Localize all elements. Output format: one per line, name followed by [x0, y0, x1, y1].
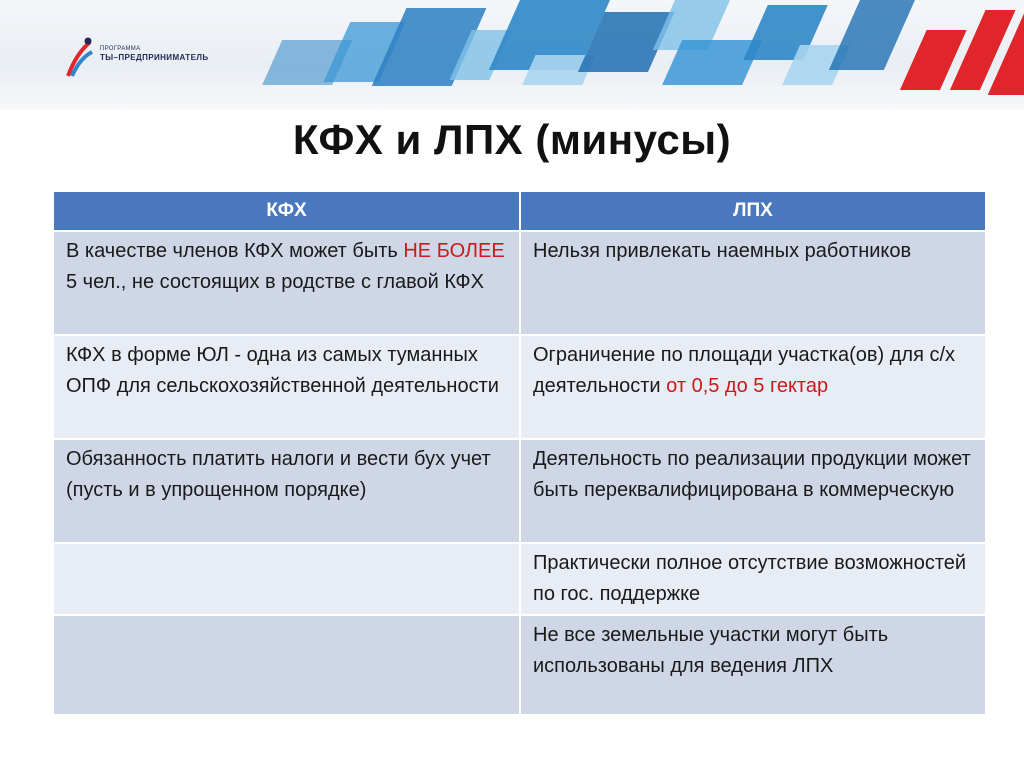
cell-text: Нельзя привлекать наемных работников — [533, 240, 912, 262]
table-row — [54, 543, 986, 615]
comparison-table — [54, 192, 987, 716]
table-cell-lph — [520, 335, 986, 439]
cell-text: Ограничение по площади участка(ов) для с/х деятельности — [533, 344, 956, 397]
table-cell-kfh — [54, 439, 520, 543]
table-row — [54, 335, 986, 439]
table-cell-kfh — [54, 543, 520, 615]
table-cell-lph — [520, 231, 986, 335]
cell-text: Обязанность платить налоги и вести бух учет (пусть и в упрощенном порядке) — [66, 448, 491, 501]
cell-text: Не все земельные участки могут быть использованы для ведения ЛПХ — [533, 624, 889, 677]
table-row — [54, 231, 986, 335]
table-row — [54, 615, 986, 715]
table-cell-kfh — [54, 615, 520, 715]
table-cell-lph — [520, 615, 986, 715]
table-cell-lph — [520, 439, 986, 543]
cell-text: 5 чел., не состоящих в родстве с главой КФХ — [66, 271, 484, 293]
cell-text: В качестве членов КФХ может быть — [66, 240, 404, 262]
column-header-lph: ЛПХ — [520, 192, 986, 231]
cell-text: Практически полное отсутствие возможностей по гос. поддержке — [533, 552, 967, 605]
table-cell-kfh — [54, 335, 520, 439]
table-cell-lph — [520, 543, 986, 615]
cell-highlight: НЕ БОЛЕЕ — [403, 240, 505, 262]
program-logo — [62, 36, 242, 80]
table-cell-kfh — [54, 231, 520, 335]
logo-figure-icon — [62, 36, 96, 80]
table-row — [54, 439, 986, 543]
column-header-kfh: КФХ — [54, 192, 520, 231]
cell-text: КФХ в форме ЮЛ - одна из самых туманных ОПФ для сельскохозяйственной деятельности — [66, 344, 499, 397]
table-header-row — [54, 192, 986, 231]
header-banner — [0, 0, 1024, 110]
slide-title: КФХ и ЛПХ (минусы) — [292, 116, 732, 163]
cell-highlight: от 0,5 до 5 гектар — [666, 375, 829, 397]
logo-main-text: ТЫ–ПРЕДПРИНИМАТЕЛЬ — [100, 53, 209, 62]
cell-text: Деятельность по реализации продукции может быть переквалифицирована в коммерческую — [533, 448, 971, 501]
logo-small-text: ПРОГРАММА — [100, 46, 141, 52]
